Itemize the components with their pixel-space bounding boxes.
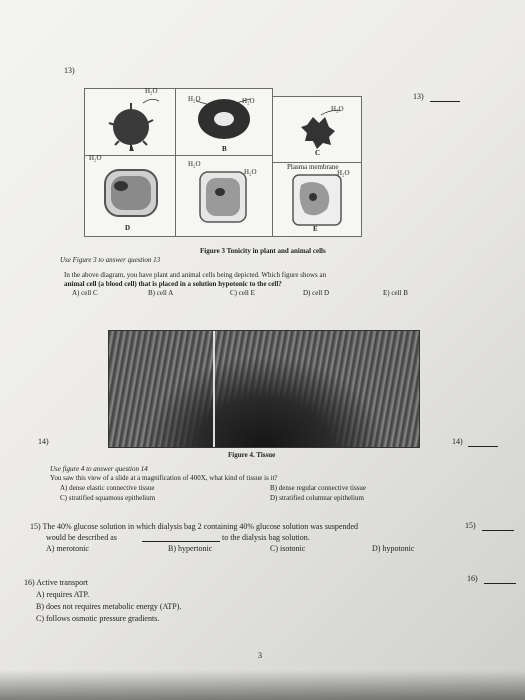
label-d: D xyxy=(125,224,131,232)
q13-option-d[interactable]: D) cell D xyxy=(303,289,330,297)
panel-c xyxy=(272,96,362,164)
answer-13-blank[interactable] xyxy=(430,101,460,102)
q13-text-line1: In the above diagram, you have plant and animal cells being depicted. Which figure shows an xyxy=(64,271,327,279)
micrograph-divider xyxy=(213,331,215,447)
q15-text-line2b: to the dialysis bag solution. xyxy=(222,533,310,542)
q14-option-c[interactable]: C) stratified squamous epithelium xyxy=(60,494,156,502)
panel-e-middle xyxy=(175,155,273,237)
page-number: 3 xyxy=(258,651,262,660)
panel-a xyxy=(84,88,177,157)
q14-instruction: Use figure 4 to answer question 14 xyxy=(50,465,148,473)
label-a: A xyxy=(129,145,135,153)
answer-15-label: 15) xyxy=(465,521,476,530)
plasma-membrane-label: Plasma membrane xyxy=(287,163,339,171)
water-label-e-right: H₂O xyxy=(244,168,257,176)
q13-instruction: Use Figure 3 to answer question 13 xyxy=(60,256,161,264)
q14-option-d[interactable]: D) stratified columnar epithelium xyxy=(270,494,364,502)
answer-14-label: 14) xyxy=(452,437,463,446)
water-label-e: H₂O xyxy=(337,169,350,177)
water-label-e-left: H₂O xyxy=(188,160,201,168)
figure-4-tissue-micrograph xyxy=(108,330,420,448)
water-label-b-right: H₂O xyxy=(242,97,255,105)
question-14-number: 14) xyxy=(38,437,49,446)
turgid-plant-cell-illustration xyxy=(85,156,176,236)
q15-text-line2a: would be described as xyxy=(46,533,117,542)
q15-option-b[interactable]: B) hypertonic xyxy=(168,544,213,553)
q15-option-d[interactable]: D) hypotonic xyxy=(372,544,415,553)
q16-option-a[interactable]: A) requires ATP. xyxy=(36,590,90,599)
q16-option-b[interactable]: B) does not requires metabolic energy (ATP). xyxy=(36,602,182,611)
water-label-b-left: H₂O xyxy=(188,95,201,103)
q13-option-c[interactable]: C) cell E xyxy=(230,289,255,297)
panel-b xyxy=(175,88,273,157)
label-e: E xyxy=(313,225,318,233)
panel-d xyxy=(84,155,177,237)
q15-option-a[interactable]: A) merotonic xyxy=(46,544,89,553)
q14-option-a[interactable]: A) dense elastic connective tissue xyxy=(60,484,155,492)
answer-14-blank[interactable] xyxy=(468,446,498,447)
question-13-number: 13) xyxy=(64,66,75,75)
q16-option-c[interactable]: C) follows osmotic pressure gradients. xyxy=(36,614,160,623)
water-label-d: H₂O xyxy=(89,154,102,162)
q15-text-line1: 15) The 40% glucose solution in which dialysis bag 2 containing 40% glucose solution was suspended xyxy=(30,522,359,531)
q16-text-line1: 16) Active transport xyxy=(24,578,88,587)
figure-4-caption: Figure 4. Tissue xyxy=(228,451,276,459)
q15-fill-blank[interactable] xyxy=(142,541,220,542)
q14-text: You saw this view of a slide at a magnification of 400X, what kind of tissue is it? xyxy=(50,474,278,482)
q14-option-b[interactable]: B) dense regular connective tissue xyxy=(270,484,367,492)
answer-16-blank[interactable] xyxy=(484,583,516,584)
q13-text-line2: animal cell (a blood cell) that is placed in a solution hypotonic to the cell? xyxy=(64,280,282,288)
q13-option-b[interactable]: B) cell A xyxy=(148,289,174,297)
q13-option-e[interactable]: E) cell B xyxy=(383,289,408,297)
page-edge-shadow xyxy=(0,670,525,700)
label-c: C xyxy=(315,149,321,157)
figure-3-caption: Figure 3 Tonicity in plant and animal cells xyxy=(200,247,326,255)
answer-13-label: 13) xyxy=(413,92,424,101)
answer-16-label: 16) xyxy=(467,574,478,583)
water-label-a: H₂O xyxy=(145,87,158,95)
q15-option-c[interactable]: C) isotonic xyxy=(270,544,306,553)
answer-15-blank[interactable] xyxy=(482,530,514,531)
q13-option-a[interactable]: A) cell C xyxy=(72,289,98,297)
water-label-c: H₂O xyxy=(331,105,344,113)
panel-e xyxy=(272,162,362,237)
label-b: B xyxy=(222,145,227,153)
flaccid-plant-cell-illustration xyxy=(176,156,272,236)
